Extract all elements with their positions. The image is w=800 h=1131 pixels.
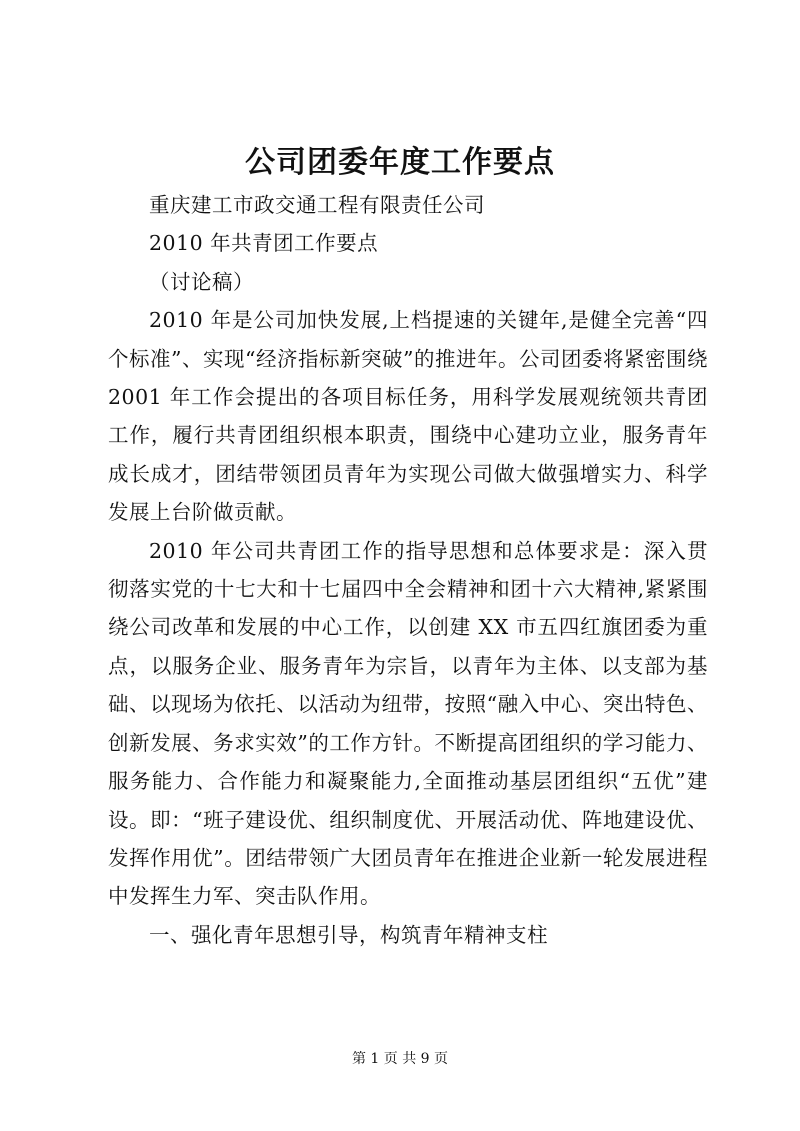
- section-heading: 一、强化青年思想引导，构筑青年精神支柱: [149, 922, 548, 947]
- draft-note: （讨论稿）: [149, 269, 254, 294]
- document-body: [108, 186, 708, 954]
- document-subtitle: 2010 年共青团工作要点: [149, 231, 379, 256]
- company-name: 重庆建工市政交通工程有限责任公司: [149, 193, 485, 217]
- page-footer: 第 1 页 共 9 页: [351, 1051, 449, 1067]
- document-title: 公司团委年度工作要点: [245, 145, 555, 180]
- paragraph-intro: 2010 年是公司加快发展,上档提速的关键年,是健全完善“四个标准”、实现“经济指标新突破”的推进年。公司团委将紧密围绕 2001 年工作会提出的各项目标任务，用科学发展观统领共青团工作，履行共青团组织根本职责，围绕中心建功立业，服务青年成长成才，团结带领团员青年为实现公司做大做强增实力、科学发展上台阶做贡献。: [108, 308, 708, 525]
- paragraph-guiding-thought: 2010 年公司共青团工作的指导思想和总体要求是：深入贯彻落实党的十七大和十七届四中全会精神和团十六大精神,紧紧围绕公司改革和发展的中心工作，以创建 XX 市五四红旗团委为重点，以服务企业、服务青年为宗旨，以青年为主体、以支部为基础、以现场为依托、以活动为纽带，按照“融入中心、突出特色、创新发展、务求实效”的工作方针。不断提高团组织的学习能力、服务能力、合作能力和凝聚能力,全面推动基层团组织“五优”建设。即：“班子建设优、组织制度优、开展活动优、阵地建设优、发挥作用优”。团结带领广大团员青年在推进企业新一轮发展进程中发挥生力军、突击队作用。: [108, 538, 708, 909]
